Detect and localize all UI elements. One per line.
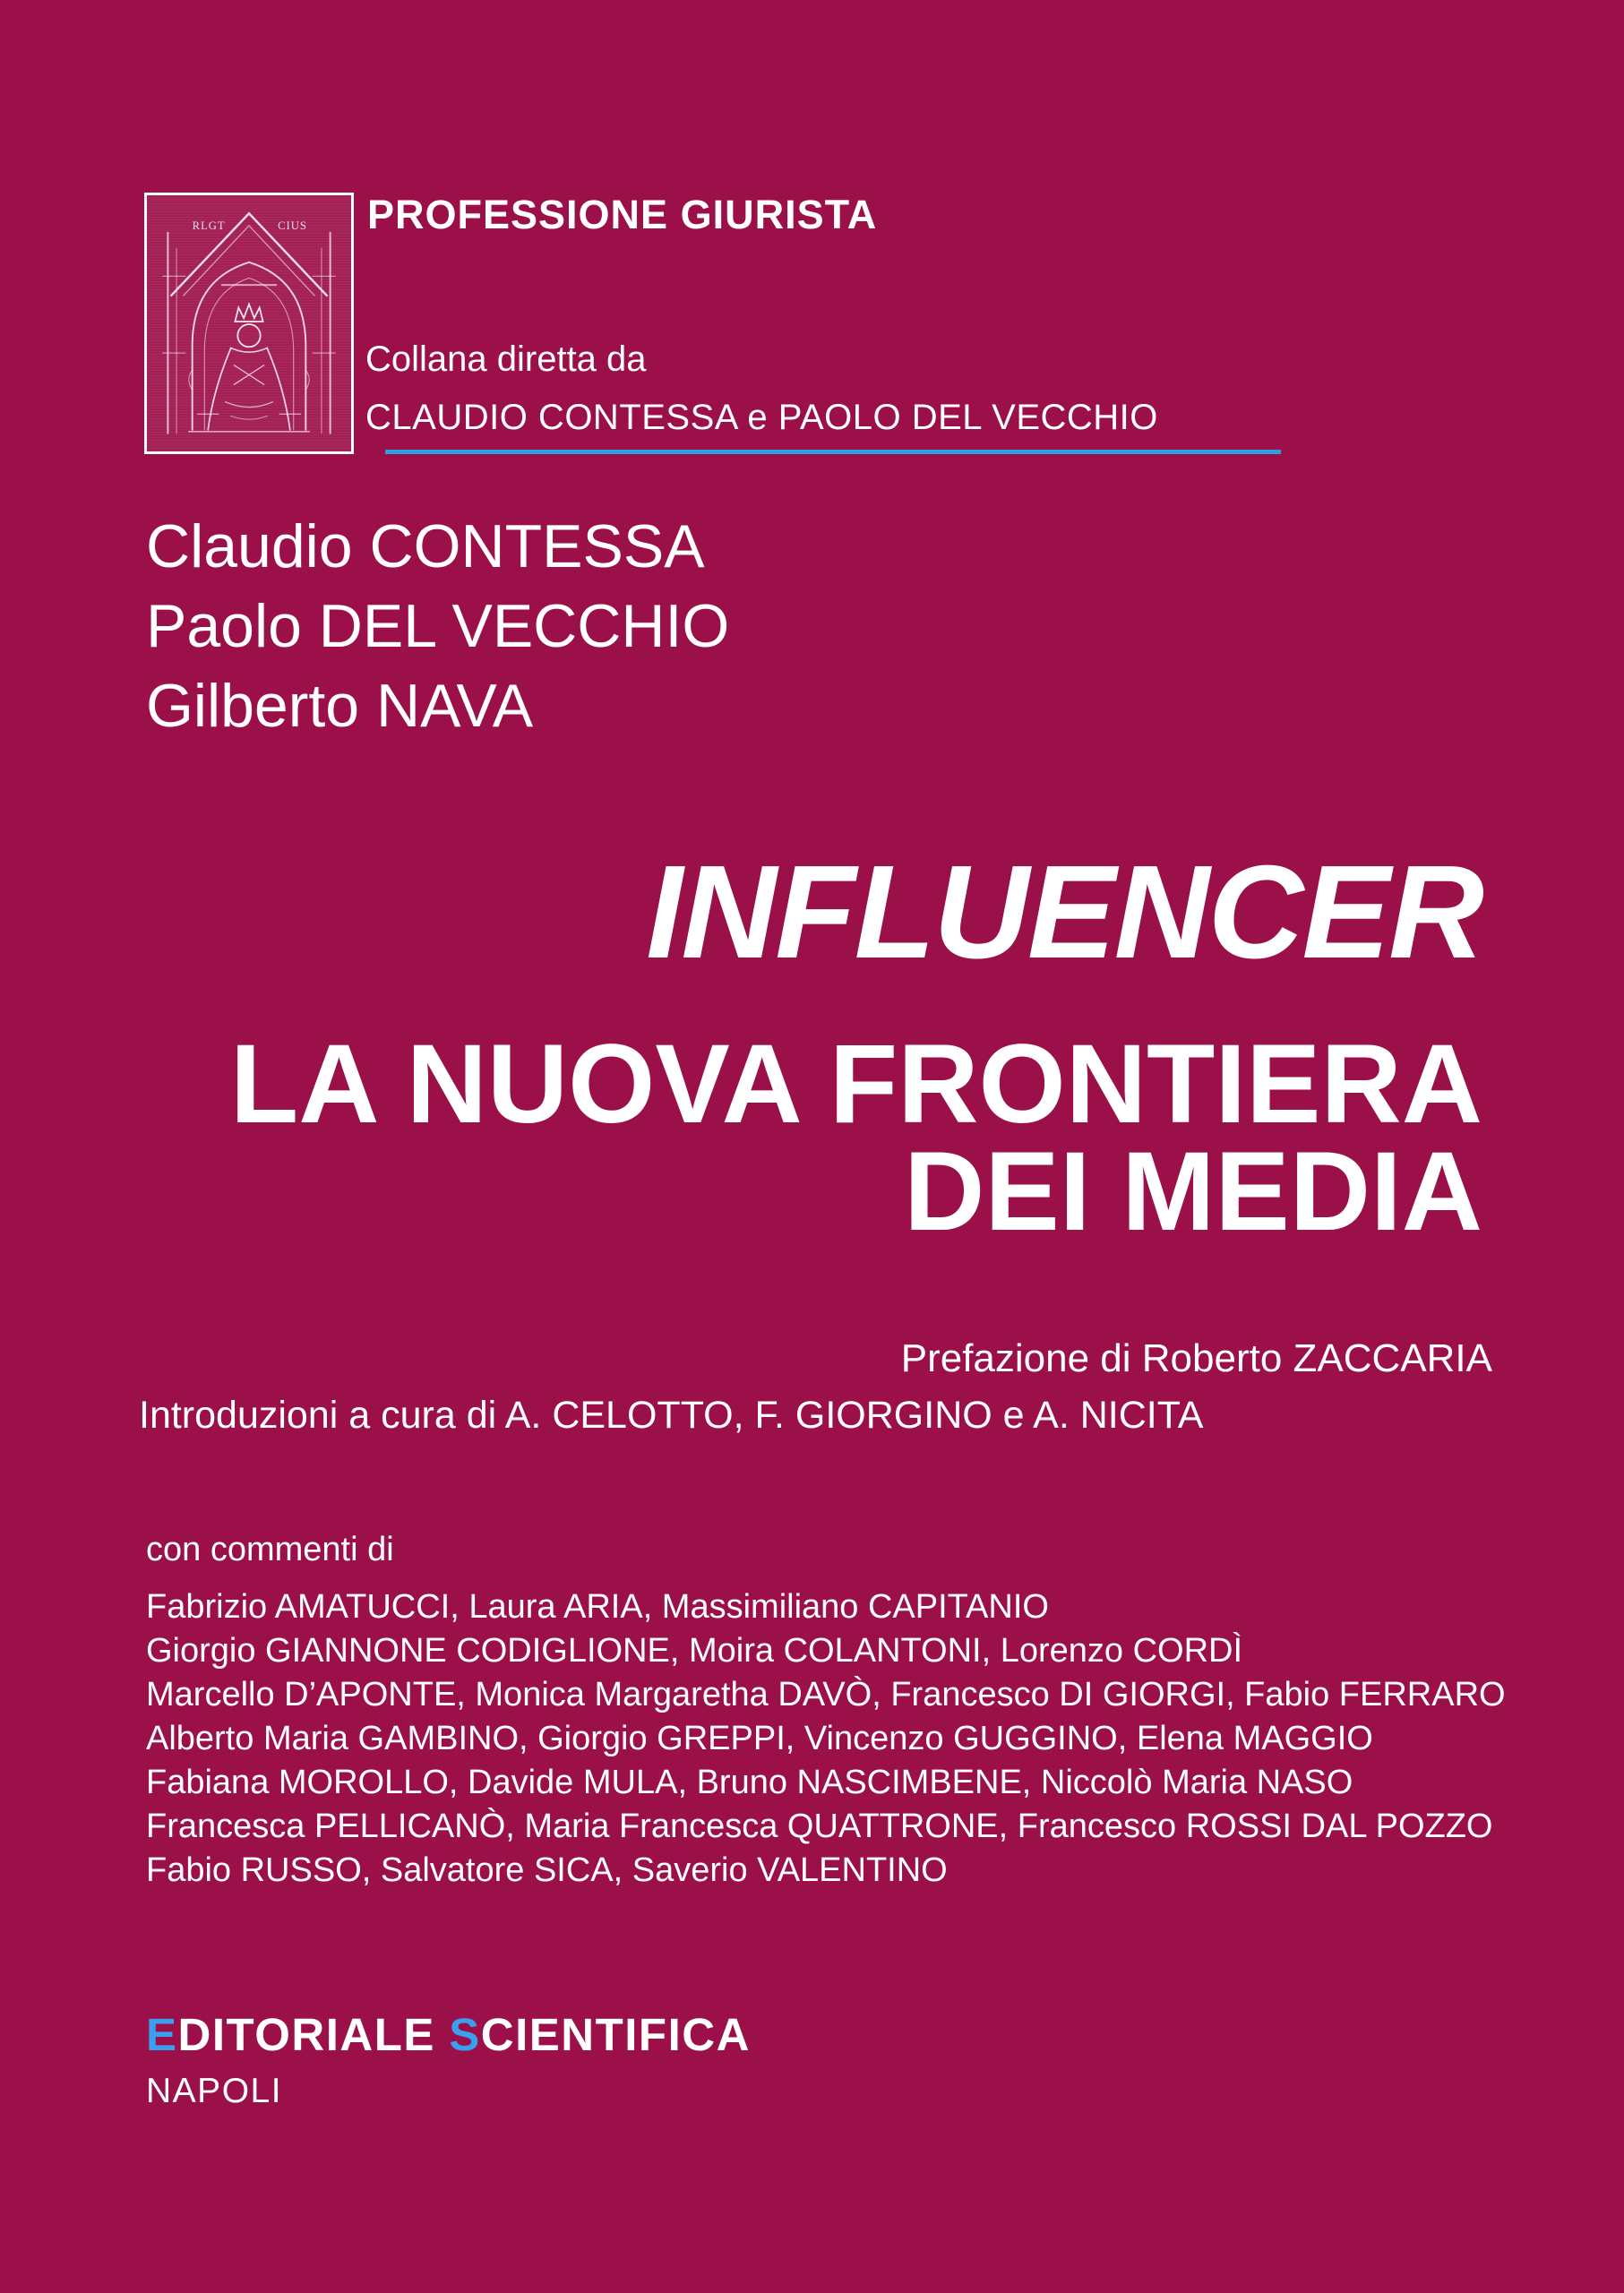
emblem-caption-right: CIUS [278, 219, 307, 232]
series-edited-by-label: Collana diretta da [365, 339, 647, 379]
preface-credit: Prefazione di Roberto ZACCARIA [900, 1336, 1492, 1380]
series-title: PROFESSIONE GIURISTA [367, 192, 878, 237]
commentators-line: Fabrizio AMATUCCI, Laura ARIA, Massimiliano CAPITANIO [146, 1588, 1049, 1626]
author-name: Paolo DEL VECCHIO [146, 592, 730, 660]
comments-label: con commenti di [146, 1531, 394, 1568]
authors-block [146, 507, 729, 746]
commentators-block [146, 1585, 1506, 1893]
introductions-credit: Introduzioni a cura di A. CELOTTO, F. GIORGINO e A. NICITA [139, 1394, 1204, 1437]
series-directors: CLAUDIO CONTESSA e PAOLO DEL VECCHIO [365, 398, 1158, 437]
commentators-line: Fabiana MOROLLO, Davide MULA, Bruno NASCIMBENE, Niccolò Maria NASO [146, 1764, 1353, 1801]
publisher-word-2: CIENTIFICA [480, 2009, 751, 2060]
publisher-initial-e: E [146, 2009, 178, 2060]
publisher-city: NAPOLI [146, 2072, 283, 2110]
book-title-line-3: DEI MEDIA [904, 1129, 1482, 1254]
publisher-initial-s: S [449, 2009, 481, 2060]
series-underline-rule [385, 450, 1281, 454]
commentators-line: Francesca PELLICANÒ, Maria Francesca QUATTRONE, Francesco ROSSI DAL POZZO [146, 1808, 1493, 1845]
throne-king-engraving-icon [147, 195, 351, 451]
commentators-line: Fabio RUSSO, Salvatore SICA, Saverio VALENTINO [146, 1851, 948, 1889]
emblem-caption-left: RLGT [192, 219, 226, 232]
commentators-line: Marcello D’APONTE, Monica Margaretha DAVÒ, Francesco DI GIORGI, Fabio FERRARO [146, 1676, 1506, 1713]
publisher-name [146, 2009, 751, 2060]
book-title-line-1: INFLUENCER [646, 838, 1482, 986]
author-name: Claudio CONTESSA [146, 512, 705, 580]
commentators-line: Giorgio GIANNONE CODIGLIONE, Moira COLANTONI, Lorenzo CORDÌ [146, 1632, 1243, 1670]
commentators-line: Alberto Maria GAMBINO, Giorgio GREPPI, Vincenzo GUGGINO, Elena MAGGIO [146, 1720, 1373, 1757]
author-name: Gilberto NAVA [146, 672, 534, 740]
series-emblem [144, 193, 354, 454]
book-title-line-2: LA NUOVA FRONTIERA [229, 1022, 1482, 1146]
publisher-word-1: DITORIALE [177, 2009, 435, 2060]
